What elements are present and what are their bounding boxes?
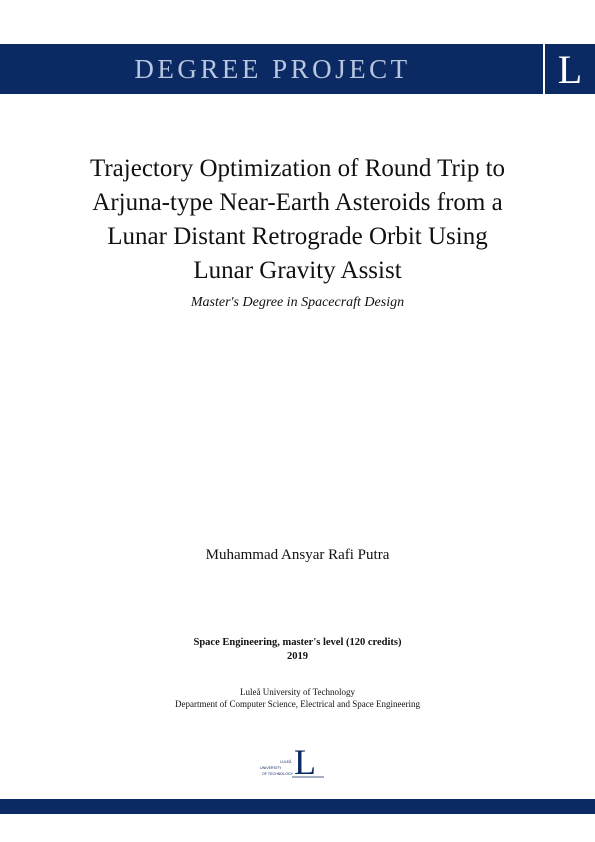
seal-text-line: OF TECHNOLOGY — [262, 772, 294, 776]
thesis-title-line: Lunar Distant Retrograde Orbit Using — [107, 223, 488, 250]
seal-text-line: LULEÅ — [280, 760, 292, 764]
footer-band — [0, 799, 595, 814]
university-seal-icon — [252, 740, 342, 780]
seal-text-line: UNIVERSITY — [260, 766, 282, 770]
thesis-title-line: Lunar Gravity Assist — [193, 257, 402, 284]
program-year: 2019 — [287, 651, 308, 662]
thesis-title-line: Trajectory Optimization of Round Trip to — [89, 155, 506, 182]
degree-project-title: DEGREE PROJECT — [134, 53, 411, 84]
author-name: Muhammad Ansyar Rafi Putra — [205, 547, 390, 563]
university-logo-icon: L — [557, 46, 583, 92]
program-info — [30, 636, 565, 664]
university-info — [30, 686, 565, 710]
program-level: Space Engineering, master's level (120 credits) — [193, 637, 402, 648]
thesis-title — [30, 152, 565, 288]
header-band — [0, 44, 595, 94]
thesis-subtitle: Master's Degree in Spacecraft Design — [190, 295, 405, 310]
university-name: Luleå University of Technology — [240, 687, 355, 697]
seal-letter: L — [294, 742, 316, 780]
thesis-title-line: Arjuna-type Near-Earth Asteroids from a — [92, 189, 503, 216]
department-name: Department of Computer Science, Electrical and Space Engineering — [175, 699, 420, 709]
